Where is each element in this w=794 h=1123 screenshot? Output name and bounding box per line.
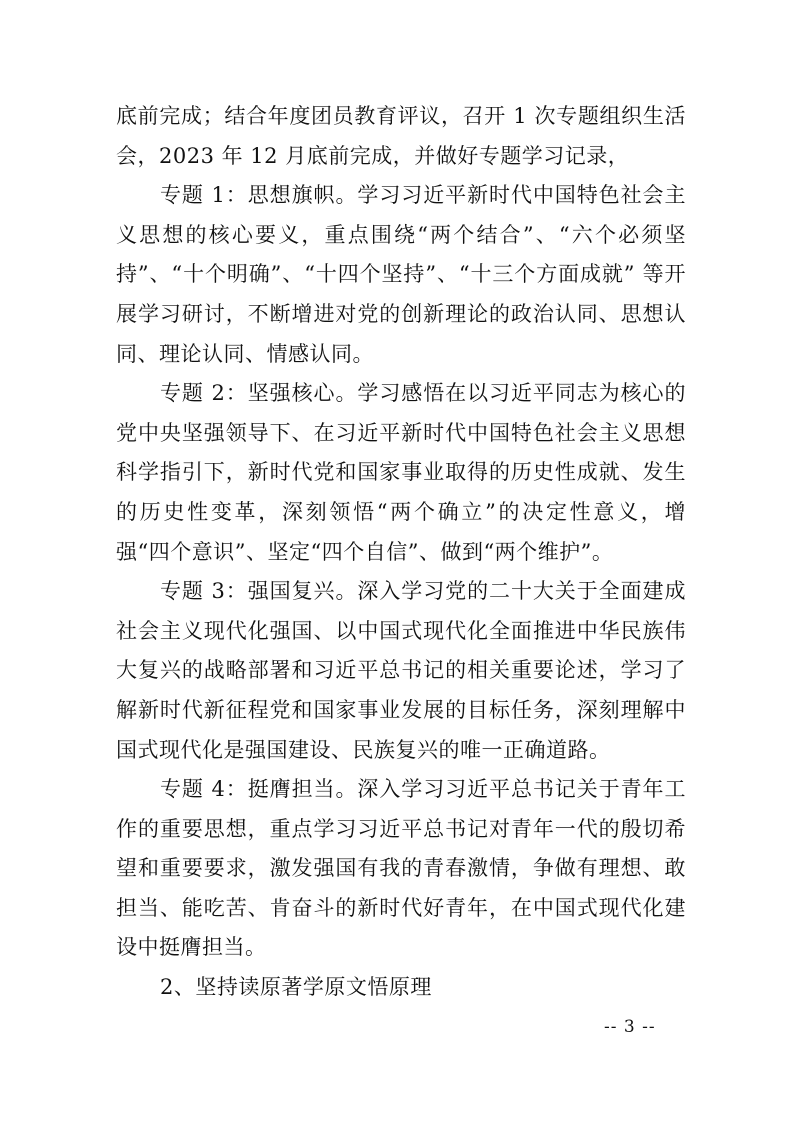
page-number: -- 3 -- — [604, 1017, 656, 1037]
document-body — [116, 97, 686, 1008]
paragraph-topic-4: 专题 4：挺膺担当。深入学习习近平总书记关于青年工作的重要思想，重点学习习近平总书记对青年一代的殷切希望和重要要求，激发强国有我的青春激情，争做有理想、敢担当、能吃苦、肯奋斗的新时代好青年，在中国式现代化建设中挺膺担当。 — [116, 777, 686, 960]
paragraph-topic-1: 专题 1：思想旗帜。学习习近平新时代中国特色社会主义思想的核心要义，重点围绕“两个结合”、“六个必须坚持”、“十个明确”、“十四个坚持”、“十三个方面成就” 等开展学习研讨，不断增进对党的创新理论的政治认同、思想认同、理论认同、情感认同。 — [116, 183, 686, 366]
section-heading-2: 2、坚持读原著学原文悟原理 — [160, 975, 432, 1000]
paragraph-continuation: 底前完成；结合年度团员教育评议，召开 1 次专题组织生活会，2023 年 12 月底前完成，并做好专题学习记录， — [116, 104, 686, 168]
paragraph-topic-3: 专题 3：强国复兴。深入学习党的二十大关于全面建成社会主义现代化强国、以中国式现代化全面推进中华民族伟大复兴的战略部署和习近平总书记的相关重要论述，学习了解新时代新征程党和国家事业发展的目标任务，深刻理解中国式现代化是强国建设、民族复兴的唯一正确道路。 — [116, 579, 686, 762]
paragraph-topic-2: 专题 2：坚强核心。学习感悟在以习近平同志为核心的党中央坚强领导下、在习近平新时代中国特色社会主义思想科学指引下，新时代党和国家事业取得的历史性成就、发生的历史性变革，深刻领悟“两个确立”的决定性意义，增强“四个意识”、坚定“四个自信”、做到“两个维护”。 — [116, 381, 686, 564]
